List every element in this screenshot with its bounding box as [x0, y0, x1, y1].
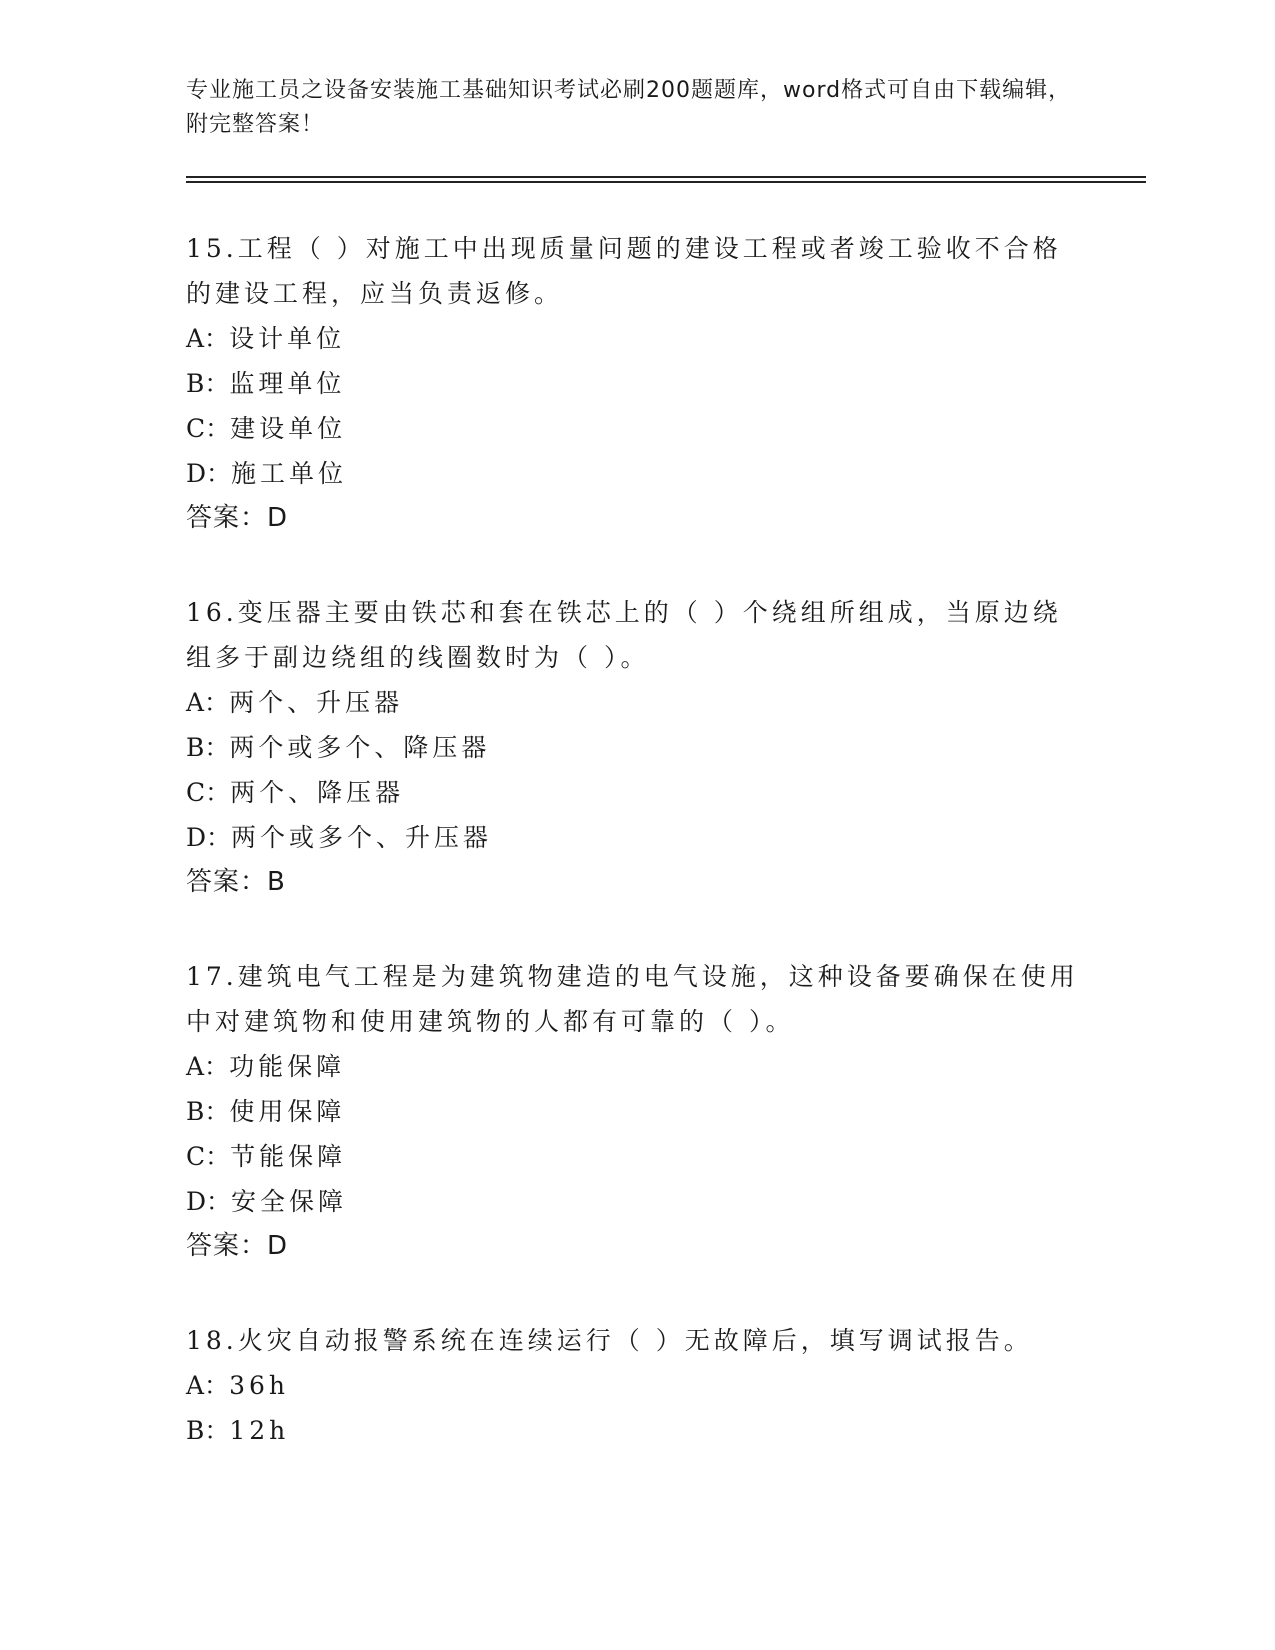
question-stem: 15.工程（ ）对施工中出现质量问题的建设工程或者竣工验收不合格的建设工程，应当负责返修。 [186, 234, 1062, 308]
option-text: 施工单位 [231, 459, 348, 488]
option-letter: C： [186, 778, 231, 807]
header-divider-top [186, 176, 1146, 178]
option-a [186, 680, 1086, 725]
option-d [186, 1179, 1086, 1224]
option-text: 两个、升压器 [229, 688, 404, 717]
answer-line: 答案：D [186, 1231, 289, 1261]
option-letter: B： [186, 1416, 230, 1445]
option-a [186, 1363, 1086, 1408]
option-letter: C： [186, 414, 231, 443]
option-a [186, 316, 1086, 361]
option-text: 功能保障 [229, 1052, 346, 1081]
option-text: 安全保障 [231, 1187, 348, 1216]
question-stem: 17.建筑电气工程是为建筑物建造的电气设施，这种设备要确保在使用中对建筑物和使用建筑物的人都有可靠的（ ）。 [186, 962, 1079, 1036]
option-letter: B： [186, 1097, 230, 1126]
answer-line: 答案：D [186, 503, 289, 533]
option-text: 36h [229, 1371, 289, 1400]
option-letter: A： [186, 688, 230, 717]
option-letter: A： [186, 324, 230, 353]
option-text: 使用保障 [229, 1097, 346, 1126]
document-header: 专业施工员之设备安装施工基础知识考试必刷200题题库，word格式可自由下载编辑，附完整答案！ [186, 78, 1072, 137]
question-15 [186, 226, 1086, 541]
option-d [186, 815, 1086, 860]
option-text: 两个或多个、降压器 [229, 733, 491, 762]
option-b [186, 361, 1086, 406]
option-letter: D： [186, 459, 232, 488]
option-d [186, 451, 1086, 496]
question-16 [186, 590, 1086, 905]
header-divider-bottom [186, 181, 1146, 183]
option-text: 两个、降压器 [230, 778, 405, 807]
option-c [186, 770, 1086, 815]
option-b [186, 1408, 1086, 1453]
option-text: 监理单位 [229, 369, 346, 398]
option-letter: D： [186, 1187, 232, 1216]
question-stem: 18.火灾自动报警系统在连续运行（ ）无故障后，填写调试报告。 [186, 1326, 1033, 1355]
option-letter: A： [186, 1052, 230, 1081]
option-c [186, 1134, 1086, 1179]
option-b [186, 725, 1086, 770]
option-letter: D： [186, 823, 232, 852]
option-text: 节能保障 [230, 1142, 347, 1171]
question-18 [186, 1318, 1086, 1453]
option-letter: A： [186, 1371, 230, 1400]
option-letter: B： [186, 733, 230, 762]
option-c [186, 406, 1086, 451]
question-17 [186, 954, 1086, 1269]
option-letter: C： [186, 1142, 231, 1171]
option-a [186, 1044, 1086, 1089]
option-b [186, 1089, 1086, 1134]
option-text: 12h [229, 1416, 290, 1445]
option-text: 两个或多个、升压器 [231, 823, 493, 852]
question-stem: 16.变压器主要由铁芯和套在铁芯上的（ ）个绕组所组成，当原边绕组多于副边绕组的线圈数时为（ ）。 [186, 598, 1062, 672]
option-text: 建设单位 [230, 414, 347, 443]
option-text: 设计单位 [229, 324, 346, 353]
answer-line: 答案：B [186, 867, 286, 897]
option-letter: B： [186, 369, 230, 398]
